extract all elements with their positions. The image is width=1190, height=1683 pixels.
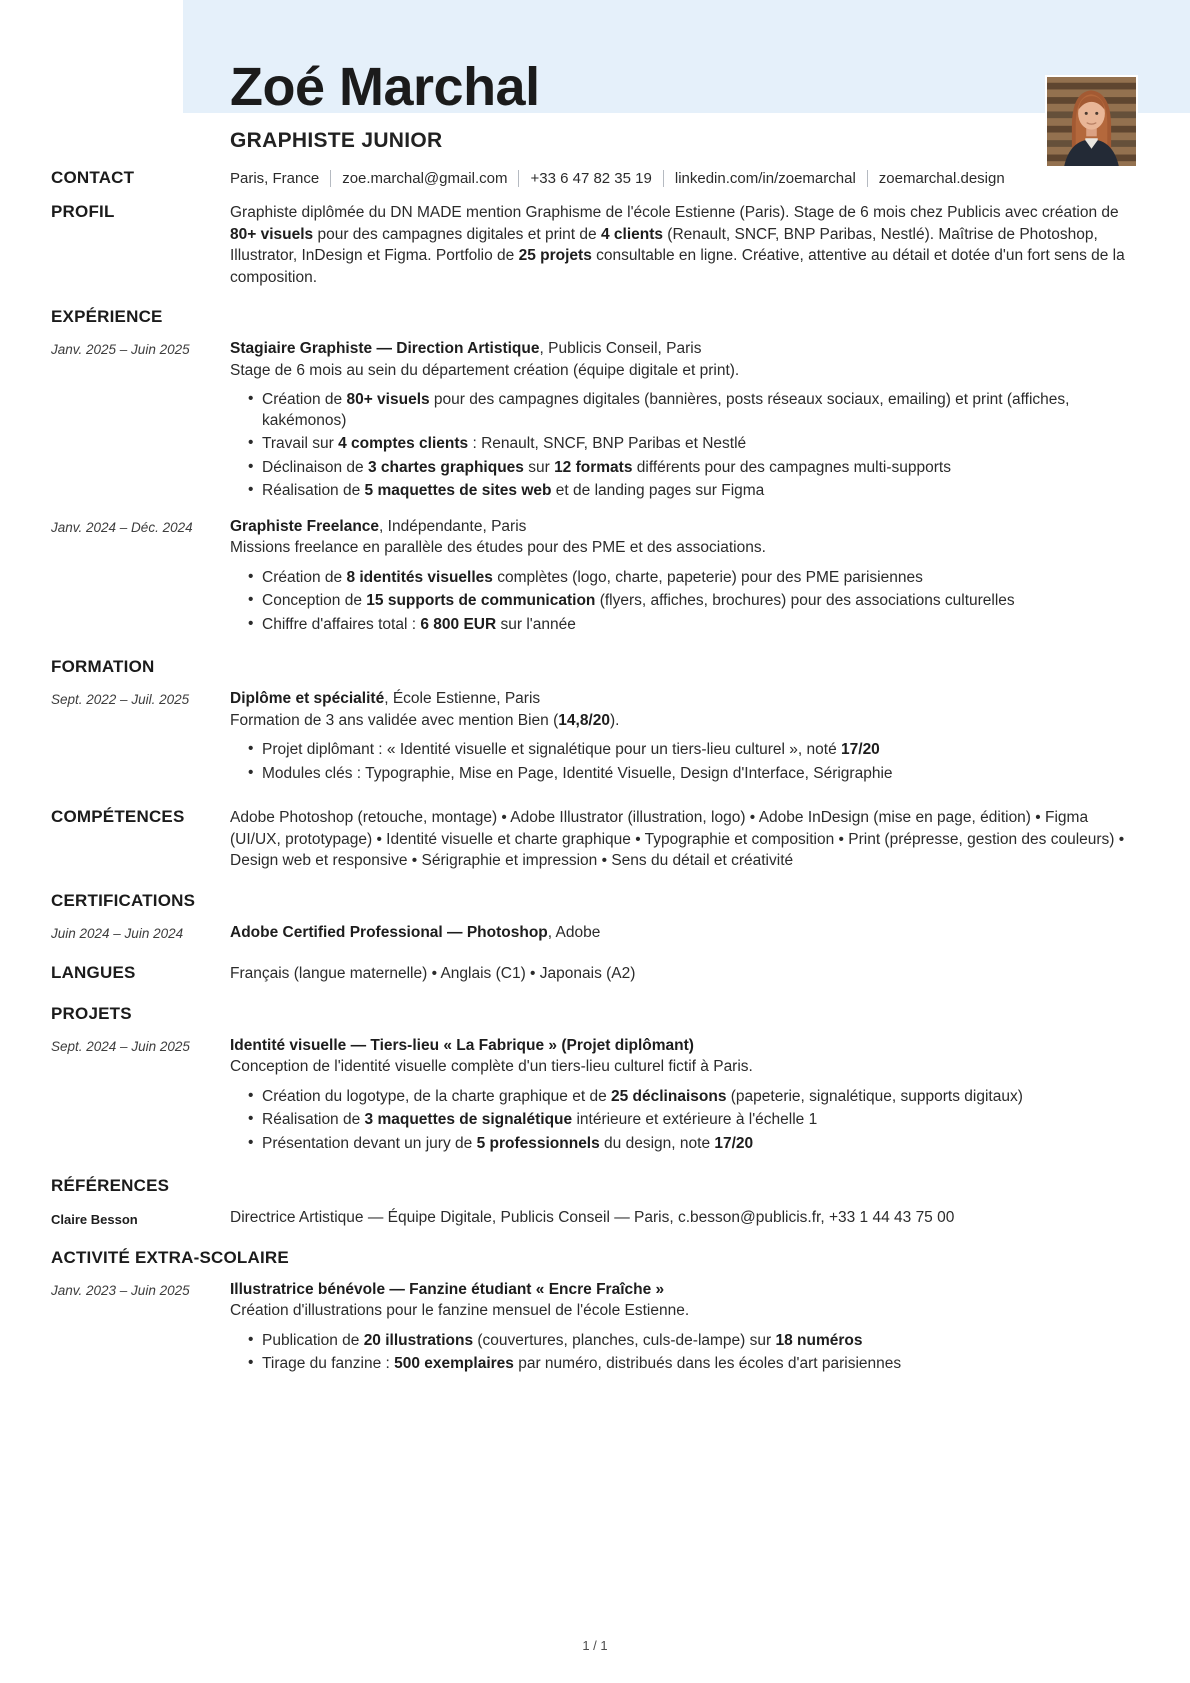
bullet-item: • Travail sur 4 comptes clients : Renault, SNCF, BNP Paribas et Nestlé	[262, 434, 1140, 455]
bullet-item: • Tirage du fanzine : 500 exemplaires par numéro, distribués dans les écoles d'art parisiennes	[262, 1354, 1140, 1375]
entry-date: Janv. 2023 – Juin 2025	[51, 1282, 190, 1298]
contact-divider	[663, 170, 664, 187]
entry-title: Diplôme et spécialité, École Estienne, Paris	[230, 690, 541, 707]
contact-line	[230, 168, 1140, 189]
candidate-name: Zoé Marchal	[230, 57, 540, 117]
bullet-item: • Présentation devant un jury de 5 professionnels du design, note 17/20	[262, 1134, 1140, 1155]
certification-entry	[51, 922, 1140, 944]
experience-section	[51, 307, 1140, 638]
bullet-list	[230, 568, 1140, 636]
contact-divider	[867, 170, 868, 187]
education-entry	[51, 688, 1140, 787]
entry-title: Graphiste Freelance, Indépendante, Paris	[230, 517, 527, 535]
bullet-list	[230, 1087, 1140, 1155]
contact-linkedin[interactable]: linkedin.com/in/zoemarchal	[674, 170, 856, 187]
bullet-item: • Déclinaison de 3 chartes graphiques sur 12 formats différents pour des campagnes multi-supports	[262, 458, 1140, 479]
contact-location: Paris, France	[230, 170, 320, 187]
project-entry	[51, 1035, 1140, 1158]
profile-photo	[1045, 75, 1138, 168]
entry-subtitle: Missions freelance en parallèle des études pour des PME et des associations.	[230, 539, 766, 556]
entry-subtitle: Conception de l'identité visuelle complète d'un tiers-lieu culturel fictif à Paris.	[230, 1058, 753, 1075]
entry-date: Juin 2024 – Juin 2024	[51, 925, 184, 941]
profile-section-label: PROFIL	[51, 202, 115, 221]
bullet-item: • Création de 80+ visuels pour des campagnes digitales (bannières, posts réseaux sociaux, emailing) et print (affiches, kakémonos)	[262, 390, 1140, 431]
bullet-list	[230, 740, 1140, 784]
experience-entry	[51, 516, 1140, 639]
reference-details: Directrice Artistique — Équipe Digitale, Publicis Conseil — Paris, c.besson@publicis.fr, +33 1 44 43 75 00	[230, 1209, 955, 1226]
bullet-list	[230, 390, 1140, 502]
contact-website[interactable]: zoemarchal.design	[878, 170, 1005, 187]
projects-section	[51, 1004, 1140, 1158]
extracurricular-section-label: ACTIVITÉ EXTRA-SCOLAIRE	[51, 1247, 289, 1267]
languages-text: Français (langue maternelle) • Anglais (C1) • Japonais (A2)	[230, 965, 636, 982]
profile-summary: Graphiste diplômée du DN MADE mention Graphisme de l'école Estienne (Paris). Stage de 6 mois chez Publicis avec création de 80+ visuels pour des campagnes digitales et print de 4 clients (Renault, SNCF, BNP Paribas, Nestlé). Maîtrise de Photoshop, Illustrator, InDesign et Figma. Portfolio de 25 projets consultable en ligne. Créative, attentive au détail et dotée d'un fort sens de la composition.	[230, 204, 1125, 286]
contact-email[interactable]: zoe.marchal@gmail.com	[342, 170, 508, 187]
references-section-label: RÉFÉRENCES	[51, 1176, 170, 1195]
page-indicator: 1 / 1	[582, 1638, 608, 1653]
skills-section	[51, 807, 1140, 872]
certifications-section	[51, 891, 1140, 944]
reference-person-name: Claire Besson	[51, 1212, 138, 1227]
bullet-item: • Création du logotype, de la charte graphique et de 25 déclinaisons (papeterie, signalétique, supports digitaux)	[262, 1087, 1140, 1108]
profile-section	[51, 202, 1140, 288]
skills-text: Adobe Photoshop (retouche, montage) • Adobe Illustrator (illustration, logo) • Adobe InDesign (mise en page, édition) • Figma (UI/UX, prototypage) • Identité visuelle et charte graphique • Typographie et composition • Print (prépresse, gestion des couleurs) • Design web et responsive • Sérigraphie et impression • Sens du détail et créativité	[230, 809, 1125, 869]
bullet-item: • Réalisation de 5 maquettes de sites web et de landing pages sur Figma	[262, 481, 1140, 502]
bullet-item: • Projet diplômant : « Identité visuelle et signalétique pour un tiers-lieu culturel », noté 17/20	[262, 740, 1140, 761]
entry-date: Sept. 2022 – Juil. 2025	[51, 692, 190, 707]
entry-title: Illustratrice bénévole — Fanzine étudiant « Encre Fraîche »	[230, 1280, 665, 1298]
contact-section	[51, 168, 1140, 189]
entry-subtitle: Création d'illustrations pour le fanzine mensuel de l'école Estienne.	[230, 1302, 690, 1319]
reference-entry	[51, 1207, 1140, 1229]
extracurricular-entry	[51, 1279, 1140, 1378]
contact-section-label: CONTACT	[51, 168, 135, 187]
education-section	[51, 657, 1140, 787]
contact-divider	[330, 170, 331, 187]
profile-photo-image	[1047, 77, 1136, 166]
entry-date: Janv. 2024 – Déc. 2024	[51, 519, 193, 535]
references-section	[51, 1176, 1140, 1229]
languages-section-label: LANGUES	[51, 963, 136, 982]
entry-date: Sept. 2024 – Juin 2025	[51, 1038, 190, 1054]
bullet-item: • Modules clés : Typographie, Mise en Page, Identité Visuelle, Design d'Interface, Sérigraphie	[262, 764, 1140, 785]
entry-title: Stagiaire Graphiste — Direction Artistique, Publicis Conseil, Paris	[230, 340, 702, 357]
bullet-item: • Réalisation de 3 maquettes de signalétique intérieure et extérieure à l'échelle 1	[262, 1110, 1140, 1131]
bullet-item: • Création de 8 identités visuelles complètes (logo, charte, papeterie) pour des PME parisiennes	[262, 568, 1140, 589]
entry-date: Janv. 2025 – Juin 2025	[51, 342, 190, 357]
experience-section-label: EXPÉRIENCE	[51, 307, 163, 326]
projects-section-label: PROJETS	[51, 1003, 132, 1023]
bullet-item: • Publication de 20 illustrations (couvertures, planches, culs-de-lampe) sur 18 numéros	[262, 1331, 1140, 1352]
bullet-list	[230, 1331, 1140, 1375]
contact-phone: +33 6 47 82 35 19	[530, 170, 652, 187]
education-section-label: FORMATION	[51, 657, 155, 676]
experience-entry	[51, 338, 1140, 505]
contact-divider	[518, 170, 519, 187]
entry-subtitle: Stage de 6 mois au sein du département création (équipe digitale et print).	[230, 361, 740, 379]
resume-header	[51, 0, 1140, 153]
entry-title: Identité visuelle — Tiers-lieu « La Fabrique » (Projet diplômant)	[230, 1036, 694, 1054]
entry-title: Adobe Certified Professional — Photoshop, Adobe	[230, 923, 601, 941]
skills-section-label: COMPÉTENCES	[51, 807, 185, 826]
bullet-item: • Chiffre d'affaires total : 6 800 EUR sur l'année	[262, 615, 1140, 636]
candidate-job-title: GRAPHISTE JUNIOR	[230, 129, 443, 152]
extracurricular-section	[51, 1248, 1140, 1378]
languages-section	[51, 963, 1140, 985]
entry-subtitle: Formation de 3 ans validée avec mention Bien (14,8/20).	[230, 711, 620, 729]
certifications-section-label: CERTIFICATIONS	[51, 890, 196, 910]
bullet-item: • Conception de 15 supports de communication (flyers, affiches, brochures) pour des associations culturelles	[262, 591, 1140, 612]
